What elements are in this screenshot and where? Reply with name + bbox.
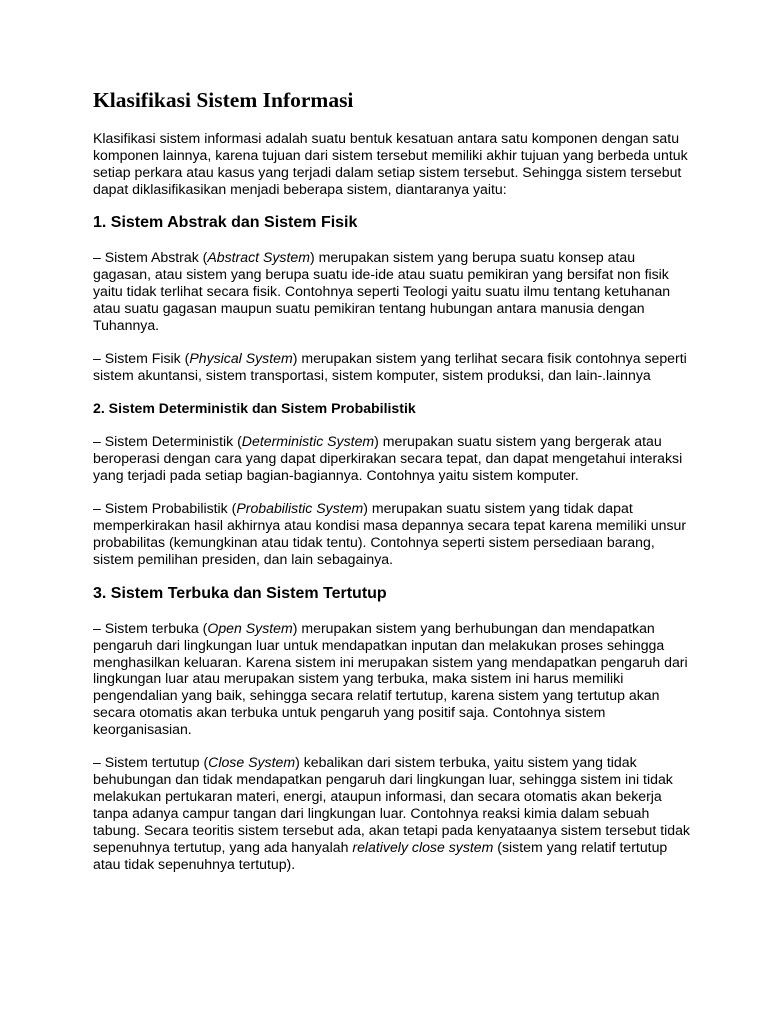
- paragraph-text: – Sistem tertutup (: [93, 754, 209, 771]
- paragraph-text: ) merupakan suatu sistem yang bergerak atau beroperasi dengan cara yang dapat diperkirakan secara tepat, dan dapat mengetahui interaksi yang terjadi pada setiap bagian-bagiannya. Contohnya yaitu sistem komputer.: [93, 433, 683, 484]
- section-heading-2: 2. Sistem Deterministik dan Sistem Probabilistik: [93, 399, 416, 416]
- italic-term: Physical System: [189, 349, 293, 366]
- paragraph-text: – Sistem Deterministik (: [93, 433, 242, 450]
- paragraph-text: ) merupakan sistem yang terlihat secara fisik contohnya seperti sistem akuntansi, sistem transportasi, sistem komputer, sistem produksi, dan lain-.lainnya: [93, 349, 687, 383]
- paragraph-text: ) kebalikan dari sistem terbuka, yaitu sistem yang tidak behubungan dan tidak mendapatkan pengaruh dari lingkungan luar, sehingga sistem ini tidak melakukan pertukaran materi, energi, ataupun informasi, dan secara otomatis akan bekerja tanpa adanya campur tangan dari lingkungan luar. Contohnya reaksi kimia dalam sebuah tabung. Secara teoritis sistem tersebut ada, akan tetapi pada kenyataanya sistem tersebut tidak sepenuhnya tertutup, yang ada hanyalah: [93, 754, 690, 855]
- paragraph-text: – Sistem terbuka (: [93, 619, 208, 636]
- paragraph-text: – Sistem Abstrak (: [93, 249, 208, 266]
- italic-term: relatively close system: [352, 838, 494, 855]
- italic-term: Open System: [207, 619, 293, 636]
- section-heading-3: 3. Sistem Terbuka dan Sistem Tertutup: [93, 584, 387, 602]
- section-1-paragraph-2: [93, 350, 693, 384]
- paragraph-text: (sistem yang relatif tertutup atau tidak sepenuhnya tertutup).: [93, 838, 668, 872]
- intro-paragraph: Klasifikasi sistem informasi adalah suatu bentuk kesatuan antara satu komponen dengan satu komponen lainnya, karena tujuan dari sistem tersebut memiliki akhir tujuan yang berbeda untuk setiap perkara atau kasus yang terjadi dalam setiap sistem tersebut. Sehingga sistem tersebut dapat diklasifikasikan menjadi beberapa sistem, diantaranya yaitu:: [93, 129, 688, 197]
- paragraph-text: – Sistem Fisik (: [93, 349, 190, 366]
- paragraph-text: ) merupakan sistem yang berhubungan dan mendapatkan pengaruh dari lingkungan luar untuk mendapatkan inputan dan melakukan proses sehingga menghasilkan keluaran. Karena sistem ini merupakan sistem yang mendapatkan pengaruh dari lingkungan luar atau merupakan sistem yang terbuka, maka sistem ini harus memiliki pengendalian yang baik, sehingga secara relatif tertutup, karena sistem yang tertutup akan secara otomatis akan terbuka untuk pengaruh yang positif saja. Contohnya sistem keorganisasian.: [93, 619, 688, 738]
- italic-term: Deterministic System: [241, 433, 375, 450]
- section-3-paragraph-1: [93, 620, 693, 738]
- italic-term: Close System: [208, 754, 296, 771]
- section-2-paragraph-1: [93, 433, 693, 484]
- section-1-paragraph-1: [93, 249, 693, 334]
- paragraph-text: ) merupakan sistem yang berupa suatu konsep atau gagasan, atau sistem yang berupa suatu ide-ide atau suatu pemikiran yang bersifat non fisik yaitu tidak terlihat secara fisik. Contohnya seperti Teologi yaitu suatu ilmu tentang ketuhanan atau suatu gagasan maupun suatu pemikiran tentang hubungan antara manusia dengan Tuhannya.: [93, 249, 671, 334]
- paragraph-text: ) merupakan suatu sistem yang tidak dapat memperkirakan hasil akhirnya atau kondisi masa depannya secara tepat karena memiliki unsur probabilitas (kemungkinan atau tidak tentu). Contohnya seperti sistem persediaan barang, sistem pemilihan presiden, dan lain sebagainya.: [93, 500, 687, 567]
- paragraph-text: – Sistem Probabilistik (: [93, 500, 237, 517]
- italic-term: Abstract System: [207, 249, 310, 266]
- section-2-paragraph-2: [93, 500, 693, 568]
- italic-term: Probabilistic System: [236, 500, 364, 517]
- document-title: Klasifikasi Sistem Informasi: [93, 88, 354, 112]
- section-heading-1: 1. Sistem Abstrak dan Sistem Fisik: [93, 214, 358, 232]
- section-3-paragraph-2: [93, 754, 693, 872]
- document-page: [93, 88, 693, 888]
